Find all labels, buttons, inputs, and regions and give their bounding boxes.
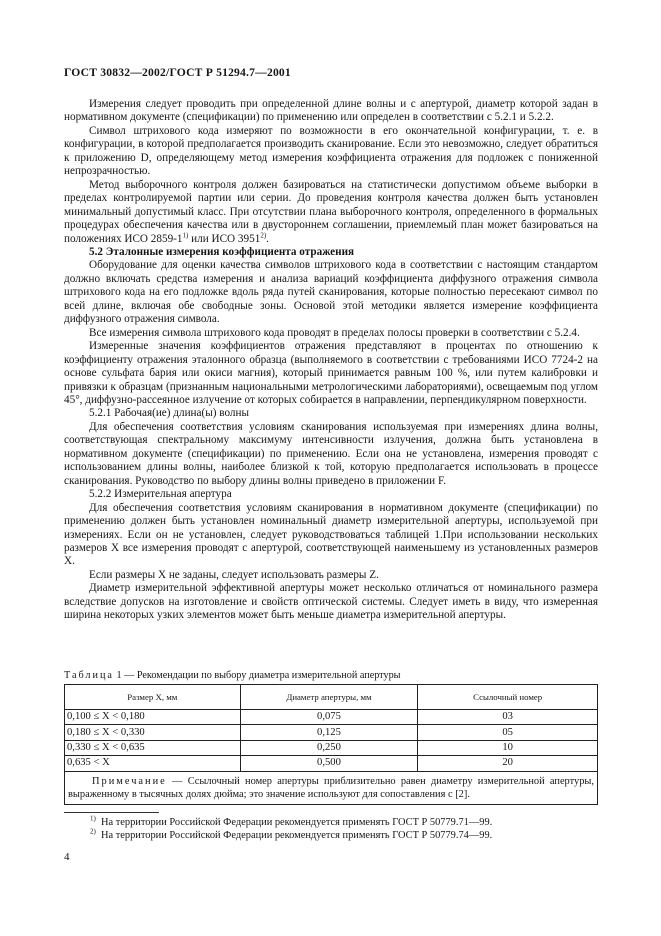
- table-cell: 0,635 < X: [65, 756, 241, 771]
- table-cell: 03: [418, 710, 598, 725]
- footnotes: [90, 816, 492, 843]
- table-cell: 0,100 ≤ X < 0,180: [65, 710, 241, 725]
- paragraph: Измерения следует проводить при определенной длине волны и с апертурой, диаметр которой задан в нормативном документе (спецификации) по применению или определен в соответствии с 5.2.1 и 5.2.2.: [64, 98, 598, 124]
- column-header: Ссылочный номер: [418, 685, 598, 710]
- table-row: [65, 740, 598, 755]
- table-cell: 0,075: [240, 710, 418, 725]
- table-caption: Таблица 1 — Рекомендации по выбору диаметра измерительной апертуры: [64, 670, 401, 681]
- table-row: [65, 756, 598, 771]
- table-note: Примечание — Ссылочный номер апертуры приблизительно равен диаметру измерительной апертуры, выраженному в тысячных долях дюйма; это значение используют для сопоставления с [2].: [65, 771, 598, 804]
- table-cell: 0,180 ≤ X < 0,330: [65, 725, 241, 740]
- footnote: $^{2)}$ На территории Российской Федерации рекомендуется применять ГОСТ Р 50779.74—99.: [90, 827, 493, 842]
- paragraph: Метод выборочного контроля должен базироваться на статистически допустимом объеме выборки в пределах контролируемой партии или серии. До проведения контроля качества должен быть установлен минимальный допустимый класс. При отсутствии плана выборочного контроля, определенного в формальных процедурах обеспечения качества или в двустороннем соглашении, приемлемый план может базироваться на положениях ИСО 2859-1$^{1)}$ или ИСО 3951$^{2)}$.: [64, 178, 598, 245]
- table-cell: 0,250: [240, 740, 418, 755]
- paragraph: Для обеспечения соответствия условиям сканирования в нормативном документе (спецификации) по применению должен быть установлен номинальный диаметр измерительной апертуры, используемой при измерениях. Если он не установлен, следует руководствоваться таблицей 1.При использовании нескольких размеров X все измерения проводят с апертурой, соответствующей наименьшему из установленных размеров X.: [64, 501, 598, 568]
- column-header: Диаметр апертуры, мм: [240, 685, 418, 710]
- column-header: Размер X, мм: [65, 685, 241, 710]
- aperture-table: [64, 684, 598, 805]
- paragraph: Для обеспечения соответствия условиям сканирования используемая при измерениях длина волны, соответствующая спектральному максимуму интенсивности излучения, должна быть установлена в нормативном документе (спецификации) по применению. Если она не установлена, измерения проводят с использованием длины волны, наиболее близкой к той, которую предполагается использовать в процессе сканирования. Руководство по выбору длины волны приведено в приложении F.: [64, 420, 598, 487]
- page-header: ГОСТ 30832—2002/ГОСТ Р 51294.7—2001: [64, 66, 291, 79]
- paragraph: Символ штрихового кода измеряют по возможности в его окончательной конфигурации, т. е. в конфигурации, в которой предполагается производить сканирование. Если это невозможно, следует обратиться к приложению D, определяющему метод измерения коэффициента отражения для подложек с пониженной непрозрачностью.: [64, 124, 598, 178]
- section-heading: 5.2 Эталонные измерения коэффициента отражения: [89, 245, 355, 258]
- table-cell: 20: [418, 756, 598, 771]
- footnote-ref: 2): [260, 230, 267, 239]
- footnote-ref: 1): [182, 230, 189, 239]
- body-text: [64, 98, 598, 623]
- table-row: [65, 710, 598, 725]
- table-cell: 0,330 ≤ X < 0,635: [65, 740, 241, 755]
- footnote: $^{1)}$ На территории Российской Федерации рекомендуется применять ГОСТ Р 50779.71—99.: [90, 814, 493, 828]
- table-cell: 10: [418, 740, 598, 755]
- subsection-heading: 5.2.1 Рабочая(ие) длина(ы) волны: [89, 407, 250, 420]
- paragraph: Если размеры X не заданы, следует использовать размеры Z.: [89, 568, 379, 581]
- paragraph: Все измерения символа штрихового кода проводят в пределах полосы проверки в соответствии с 5.2.4.: [89, 326, 580, 339]
- paragraph: Измеренные значения коэффициентов отражения представляют в процентах по отношению к коэффициенту отражения эталонного образца (выполняемого в соответствии с требованиями ИСО 7724-2 на основе сульфата бария или окиси магния), который принимается равным 100 %, или путем калибровки и привязки к образцам (признанным национальными метрологическими лабораториями), освещаемым под углом 45°, диффузно-рассеянное излучение от которых собирается в направлении, перпендикулярном поверхности.: [64, 340, 598, 406]
- paragraph: Оборудование для оценки качества символов штрихового кода в соответствии с настоящим стандартом должно включать средства измерения и анализа вариаций коэффициента диффузного отражения символа штрихового кода на его подложке вдоль ряда путей сканирования, которые полностью пересекают символ по всей длине, включая обе свободные зоны. Основой этой методики является измерение коэффициента диффузного отражения символа.: [64, 259, 598, 326]
- subsection-heading: 5.2.2 Измерительная апертура: [89, 488, 232, 501]
- page-number: 4: [64, 851, 70, 863]
- table-cell: 0,125: [240, 725, 418, 740]
- table-header-row: [65, 685, 598, 710]
- table-cell: 0,500: [240, 756, 418, 771]
- paragraph: Диаметр измерительной эффективной апертуры может несколько отличаться от номинального размера вследствие допусков на изготовление и свойств оптической системы. Следует иметь в виду, что измеренная ширина некоторых узких элементов может быть меньше диаметра измерительной апертуры.: [64, 582, 598, 622]
- footnote-divider: [64, 812, 159, 813]
- table-cell: 05: [418, 725, 598, 740]
- table-note-row: [65, 771, 598, 804]
- table-row: [65, 725, 598, 740]
